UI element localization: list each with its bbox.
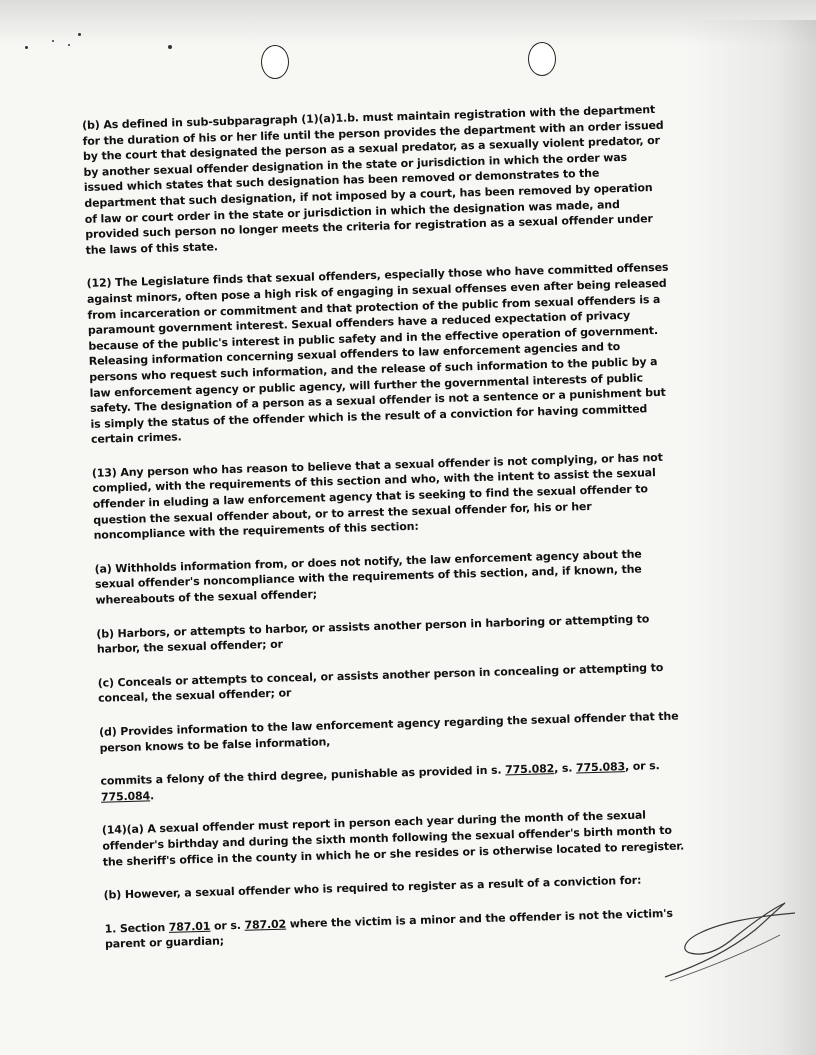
felony-separator: , s. <box>554 761 573 776</box>
statute-link-775-082[interactable]: 775.082 <box>504 762 555 777</box>
scan-speck <box>78 33 81 36</box>
punch-hole-right <box>528 42 556 76</box>
felony-separator: , or s. <box>624 759 660 774</box>
scan-speck <box>68 44 70 46</box>
scan-speck <box>168 45 172 49</box>
paragraph-felony <box>100 758 683 805</box>
paragraph-13b: (b) Harbors, or attempts to harbor, or assists another person in harboring or attempting to harbor, the sexual offender; or <box>96 611 650 657</box>
paragraph-13c: (c) Conceals or attempts to conceal, or assists another person in concealing or attempting to conceal, the sexual offender; or <box>97 660 664 706</box>
handwritten-signature <box>660 895 800 985</box>
item1-rest: where the victim is a minor and the offender is not the victim's parent or guardian; <box>104 906 674 952</box>
item1-mid: or s. <box>213 918 241 933</box>
scan-speck <box>52 40 54 42</box>
punch-hole-left <box>261 45 289 79</box>
paragraph-13: (13) Any person who has reason to believe that a sexual offender is not complying, or has not complied, with the requirements of this section and who, with the intent to assist the sexual offender in eluding a law enforcement agency that is seeking to find the sexual offender to question the sexual offender about, or to arrest the sexual offender for, his or her noncompliance with the requirements of this section: <box>91 450 663 543</box>
statute-link-787-01[interactable]: 787.01 <box>168 919 211 934</box>
felony-end: . <box>149 789 155 803</box>
statute-link-787-02[interactable]: 787.02 <box>244 917 287 932</box>
paragraph-11b: (b) As defined in sub-subparagraph (1)(a)1.b. must maintain registration with the department for the duration of his or her life until the person provides the department with an order issued by the court that designated the person as a sexual predator, as a sexually violent predator, or by another sexual offender designation in the state or jurisdiction in which the order was issued which states that such designation has been removed or demonstrates to the department that such designation, if not imposed by a court, has been removed by operation of law or court order in the state or jurisdiction in which the designation was made, and provided such person no longer meets the criteria for registration as a sexual offender under the laws of this state. <box>82 102 664 257</box>
felony-text: commits a felony of the third degree, punishable as provided in s. <box>100 763 502 788</box>
paragraph-12: (12) The Legislature finds that sexual offenders, especially those who have committed offenses against minors, often pose a high risk of engaging in sexual offenses even after being released from incarceration or commitment and that protection of the public from sexual offenders is a paramount government interest. Sexual offenders have a reduced expectation of privacy because of the public's interest in public safety and in the effective operation of government. Releasing information concerning sexual offenders to law enforcement agencies and to persons who request such information, and the release of such information to the public by a law enforcement agency or public agency, will further the governmental interests of public safety. The designation of a person as a sexual offender is not a sentence or a punishment but is simply the status of the offender which is the result of a conviction for having committed certain crimes. <box>86 261 669 447</box>
paragraph-13a: (a) Withholds information from, or does not notify, the law enforcement agency about the sexual offender's noncompliance with the requirements of this section, and, if known, the whereabouts of the sexual offender; <box>94 547 642 607</box>
statute-text <box>82 102 688 971</box>
paragraph-13d: (d) Provides information to the law enforcement agency regarding the sexual offender that the person knows to be false information, <box>98 709 679 755</box>
paragraph-14b: (b) However, a sexual offender who is required to register as a result of a conviction for: <box>103 873 642 902</box>
item1-prefix: 1. Section <box>104 920 166 936</box>
scan-speck <box>25 46 28 49</box>
paragraph-14a: (14)(a) A sexual offender must report in person each year during the month of the sexual offender's birthday and during the sixth month following the sexual offender's birth month to the sheriff's office in the county in which he or she resides or is otherwise located to reregister. <box>101 808 685 869</box>
statute-link-775-084[interactable]: 775.084 <box>100 789 151 804</box>
statute-link-775-083[interactable]: 775.083 <box>575 760 626 775</box>
list-item-1 <box>104 905 687 952</box>
